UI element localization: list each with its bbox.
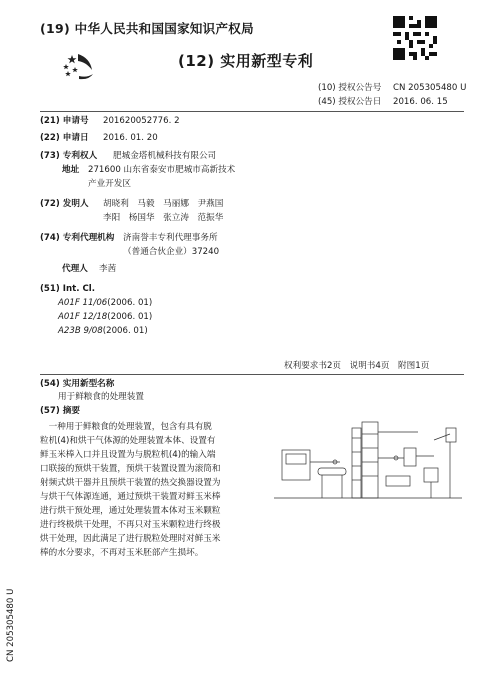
address-line1: 271600 山东省泰安市肥城市高新技术 [88,165,236,175]
inventors-label: (72) 发明人 [40,199,89,209]
abstract-line: 棒的水分要求，不再对玉米胚部产生损坏。 [40,548,204,558]
pub-date: 2016. 06. 15 [393,97,448,107]
agency-line1: 济南誉丰专利代理事务所 [123,233,218,243]
header-rule [40,111,464,112]
agency-label: (74) 专利代理机构 [40,233,115,243]
class-entry [58,311,152,323]
pub-number: CN 205305480 U [393,83,467,93]
agent: 李茜 [99,264,117,274]
app-number: 201620052776. 2 [103,116,180,126]
class-code: A01F 12/18 [58,312,108,322]
pub-date-label: (45) 授权公告日 [318,97,382,107]
abstract-line: 鲜玉米棒入口并且设置为与脱粒机(4)的输入端 [40,450,216,460]
agency-line2: （普通合伙企业）37240 [123,247,220,257]
app-number-label: (21) 申请号 [40,116,89,126]
address-label: 地址 [62,165,80,175]
abstract-line: 进行烘干预处理，通过处理装置本体对玉米颗粒 [40,506,221,516]
class-year: (2006. 01) [107,298,153,308]
class-year: (2006. 01) [107,312,153,322]
cnipa-logo-icon [62,52,96,82]
class-entry [58,297,152,309]
patentee-label: (73) 专利权人 [40,151,98,161]
abstract-line: 粒机(4)和烘干气体源的处理装置本体、设置有 [40,436,216,446]
page-counts: 权利要求书2页 说明书4页 附图1页 [284,361,430,371]
section-rule [40,374,464,375]
app-date: 2016. 01. 20 [103,133,158,143]
abstract-line: 进行终极烘干处理，不再只对玉米颗粒进行终极 [40,520,221,530]
abstract-line: 一种用于鲜粮食的处理装置，包含有具有脱 [40,422,212,432]
address-line2: 产业开发区 [88,179,131,189]
pub-number-label: (10) 授权公告号 [318,83,382,93]
class-year: (2006. 01) [102,326,148,336]
title-label: (54) 实用新型名称 [40,379,115,389]
class-code: A23B 9/08 [58,326,103,336]
abstract-line: 烘干处理，因此满足了进行脱粒处理时对鲜玉米 [40,534,221,544]
inventors-line2: 李阳 杨国华 张立涛 范振华 [103,213,224,223]
abstract-line: 与烘干气体源连通，通过预烘干装置对鲜玉米棒 [40,492,221,502]
patentee: 肥城金塔机械科技有限公司 [113,151,217,161]
class-entry [58,325,148,337]
abstract-line: 射频式烘干器并且预烘干装置的热交换器设置为 [40,478,221,488]
office-name: (19) 中华人民共和国国家知识产权局 [40,21,254,36]
abstract-label: (57) 摘要 [40,406,80,416]
abstract-drawing [274,418,464,502]
inventors-line1: 胡晓利 马毅 马丽娜 尹燕国 [103,199,224,209]
abstract-line: 口联接的预烘干装置，预烘干装置设置为滚筒和 [40,464,221,474]
qr-code-icon [393,16,437,60]
agent-label: 代理人 [62,264,88,274]
side-publication-number: CN 205305480 U [6,588,16,662]
app-date-label: (22) 申请日 [40,133,89,143]
class-code: A01F 11/06 [58,298,108,308]
patent-type: (12) 实用新型专利 [178,52,314,70]
intcl-label: (51) Int. Cl. [40,284,96,294]
utility-title: 用于鲜粮食的处理装置 [58,392,144,402]
